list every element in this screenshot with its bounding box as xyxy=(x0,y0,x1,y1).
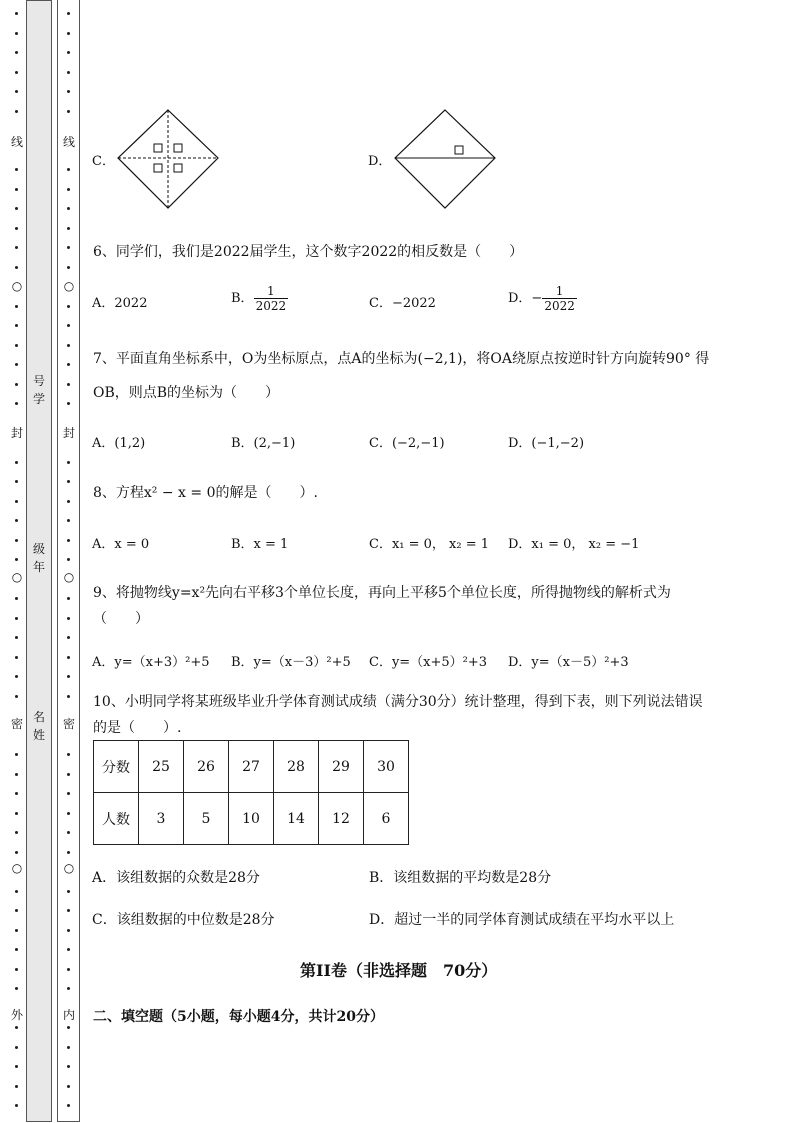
binding-dot xyxy=(15,305,18,308)
binding-dot xyxy=(67,675,70,678)
table-cell: 30 xyxy=(364,741,409,793)
binding-dot xyxy=(67,480,70,483)
q8-option-d: D．x₁ = 0， x₂ = −1 xyxy=(508,537,640,552)
outer-mark-circle: ○ xyxy=(11,570,23,584)
binding-dot xyxy=(67,890,70,893)
binding-dot xyxy=(15,539,18,542)
inner-mark-xian: 线 xyxy=(62,135,75,149)
inner-mark-circle: ○ xyxy=(63,861,75,875)
binding-dot xyxy=(15,1085,18,1088)
outer-mark-circle: ○ xyxy=(11,861,23,875)
table-row xyxy=(94,793,409,845)
binding-dot xyxy=(67,792,70,795)
q6-option-c: C．−2022 xyxy=(369,296,436,311)
binding-dot xyxy=(15,500,18,503)
binding-dot xyxy=(15,71,18,74)
binding-dot xyxy=(15,656,18,659)
binding-dot xyxy=(15,51,18,54)
binding-dot xyxy=(67,188,70,191)
q8-option-c: C．x₁ = 0， x₂ = 1 xyxy=(369,537,490,552)
q9-option-d: D．y=（x－5）²+3 xyxy=(508,655,629,670)
binding-dot xyxy=(67,831,70,834)
binding-dot xyxy=(15,1065,18,1068)
binding-dot xyxy=(67,519,70,522)
binding-dot xyxy=(67,987,70,990)
binding-dot xyxy=(15,110,18,113)
binding-dot xyxy=(15,890,18,893)
binding-dot xyxy=(67,363,70,366)
binding-dot xyxy=(67,968,70,971)
inner-mark-mi: 密 xyxy=(62,717,75,731)
binding-dot xyxy=(15,90,18,93)
field-student-number: 号学 xyxy=(32,374,45,406)
fraction xyxy=(254,284,289,313)
question-9-line-2: （ ） xyxy=(93,611,149,627)
binding-dot xyxy=(67,500,70,503)
fraction-numerator: 1 xyxy=(254,284,289,299)
binding-dot xyxy=(15,188,18,191)
binding-dot xyxy=(15,402,18,405)
binding-dot xyxy=(15,207,18,210)
binding-dot xyxy=(15,1046,18,1049)
table-cell: 3 xyxy=(139,793,184,845)
binding-dot xyxy=(15,968,18,971)
binding-dot xyxy=(15,812,18,815)
question-7-line-2: OB，则点B的坐标为（ ） xyxy=(93,385,280,401)
binding-dot xyxy=(67,1026,70,1029)
binding-dot xyxy=(15,227,18,230)
fraction-denominator: 2022 xyxy=(544,299,575,313)
binding-dot xyxy=(67,32,70,35)
diagram-c xyxy=(116,108,220,212)
binding-dot xyxy=(67,110,70,113)
q10-option-c: C．该组数据的中位数是28分 xyxy=(92,912,275,928)
table-cell: 10 xyxy=(229,793,274,845)
outer-mark-xian: 线 xyxy=(10,135,23,149)
binding-dot xyxy=(67,597,70,600)
binding-dot xyxy=(67,51,70,54)
fraction-denominator: 2022 xyxy=(255,299,287,313)
outer-mark-feng: 封 xyxy=(10,426,23,440)
question-10-line-2: 的是（ ）. xyxy=(93,720,182,736)
q6-option-a: A．2022 xyxy=(92,296,148,311)
binding-dot xyxy=(15,792,18,795)
binding-dot xyxy=(15,1104,18,1107)
q6-option-b-label: B． xyxy=(231,291,254,306)
binding-dot xyxy=(67,1046,70,1049)
q6-option-d-label: D．− xyxy=(508,291,543,306)
outer-mark-wai: 外 xyxy=(10,1008,23,1022)
binding-dot xyxy=(15,948,18,951)
binding-dot xyxy=(67,168,70,171)
q6-option-b xyxy=(231,284,288,313)
binding-dot xyxy=(67,246,70,249)
q9-option-b: B．y=（x－3）²+5 xyxy=(231,655,351,670)
binding-dot xyxy=(67,383,70,386)
binding-dot xyxy=(67,753,70,756)
binding-dot xyxy=(67,656,70,659)
binding-dot xyxy=(67,812,70,815)
binding-dot xyxy=(67,539,70,542)
binding-dot xyxy=(67,773,70,776)
q10-option-d: D．超过一半的同学体育测试成绩在平均水平以上 xyxy=(369,912,675,928)
binding-dot xyxy=(15,1026,18,1029)
diagram-d xyxy=(393,108,497,212)
binding-dot xyxy=(15,383,18,386)
q9-option-a: A．y=（x+3）²+5 xyxy=(92,655,210,670)
table-cell: 12 xyxy=(319,793,364,845)
inner-mark-feng: 封 xyxy=(62,426,75,440)
table-cell: 29 xyxy=(319,741,364,793)
binding-dot xyxy=(15,480,18,483)
score-table xyxy=(93,740,409,845)
binding-dot xyxy=(15,519,18,522)
section-2-title: 第II卷（非选择题 70分） xyxy=(300,961,498,980)
table-header-score: 分数 xyxy=(94,741,139,793)
fraction xyxy=(542,284,577,313)
binding-dot xyxy=(67,558,70,561)
q7-option-c: C．(−2,−1) xyxy=(369,436,445,451)
table-cell: 14 xyxy=(274,793,319,845)
field-grade: 级年 xyxy=(32,542,45,574)
binding-dot xyxy=(15,695,18,698)
binding-dot xyxy=(15,987,18,990)
binding-dot xyxy=(15,597,18,600)
binding-dot xyxy=(67,1065,70,1068)
q8-option-a: A．x = 0 xyxy=(92,537,150,552)
question-6-stem: 6、同学们，我们是2022届学生，这个数字2022的相反数是（ ） xyxy=(93,244,524,260)
table-cell: 6 xyxy=(364,793,409,845)
binding-dot xyxy=(15,851,18,854)
table-header-count: 人数 xyxy=(94,793,139,845)
binding-dot xyxy=(15,929,18,932)
binding-dot xyxy=(67,461,70,464)
outer-mark-circle: ○ xyxy=(11,279,23,293)
binding-dot xyxy=(67,344,70,347)
binding-dot xyxy=(15,363,18,366)
binding-dot xyxy=(15,675,18,678)
binding-dot xyxy=(15,636,18,639)
q10-option-b: B．该组数据的平均数是28分 xyxy=(369,870,552,886)
q8-option-b: B．x = 1 xyxy=(231,537,289,552)
binding-dot xyxy=(67,402,70,405)
binding-dot xyxy=(15,461,18,464)
binding-dot xyxy=(15,558,18,561)
option-c-label: C． xyxy=(92,154,115,169)
q9-option-c: C．y=（x+5）²+3 xyxy=(369,655,488,670)
binding-dot xyxy=(67,1085,70,1088)
binding-dot xyxy=(15,344,18,347)
question-8-stem: 8、方程x² − x = 0的解是（ ）. xyxy=(93,485,318,501)
table-cell: 5 xyxy=(184,793,229,845)
q7-option-a: A．(1,2) xyxy=(92,436,146,451)
q10-option-a: A．该组数据的众数是28分 xyxy=(92,870,260,886)
binding-dot xyxy=(67,266,70,269)
inner-mark-nei: 内 xyxy=(62,1008,75,1022)
binding-dot xyxy=(67,851,70,854)
binding-dot xyxy=(67,909,70,912)
binding-dot xyxy=(67,617,70,620)
binding-dot xyxy=(67,636,70,639)
binding-margin xyxy=(0,0,82,1123)
binding-dot xyxy=(15,12,18,15)
table-cell: 26 xyxy=(184,741,229,793)
question-7-line-1: 7、平面直角坐标系中，O为坐标原点，点A的坐标为(−2,1)，将OA绕原点按逆时针方向旋转90° 得 xyxy=(93,351,710,367)
table-cell: 25 xyxy=(139,741,184,793)
binding-dot xyxy=(15,617,18,620)
binding-dot xyxy=(15,168,18,171)
binding-dot xyxy=(15,324,18,327)
binding-dot xyxy=(67,1104,70,1107)
q7-option-d: D．(−1,−2) xyxy=(508,436,585,451)
outer-mark-mi: 密 xyxy=(10,717,23,731)
question-9-line-1: 9、将抛物线y=x²先向右平移3个单位长度，再向上平移5个单位长度，所得抛物线的解析式为 xyxy=(93,585,671,601)
binding-dot xyxy=(67,929,70,932)
binding-dot xyxy=(15,909,18,912)
binding-dot xyxy=(67,12,70,15)
table-cell: 28 xyxy=(274,741,319,793)
question-10-line-1: 10、小明同学将某班级毕业升学体育测试成绩（满分30分）统计整理，得到下表，则下列说法错误 xyxy=(93,694,703,710)
binding-dot xyxy=(67,71,70,74)
q6-option-d xyxy=(508,284,577,313)
binding-dot xyxy=(15,773,18,776)
binding-dot xyxy=(15,266,18,269)
table-row xyxy=(94,741,409,793)
binding-dot xyxy=(15,831,18,834)
binding-dot xyxy=(67,305,70,308)
binding-dot xyxy=(67,227,70,230)
binding-dot xyxy=(67,207,70,210)
field-name: 名姓 xyxy=(32,710,45,742)
fraction-numerator: 1 xyxy=(542,284,577,299)
table-cell: 27 xyxy=(229,741,274,793)
inner-mark-circle: ○ xyxy=(63,570,75,584)
q7-option-b: B．(2,−1) xyxy=(231,436,296,451)
binding-dot xyxy=(67,324,70,327)
inner-mark-circle: ○ xyxy=(63,279,75,293)
binding-dot xyxy=(15,32,18,35)
binding-dot xyxy=(67,90,70,93)
binding-dot xyxy=(67,695,70,698)
binding-dot xyxy=(15,753,18,756)
fill-in-blank-heading: 二、填空题（5小题，每小题4分，共计20分） xyxy=(93,1009,384,1025)
option-d-label: D． xyxy=(368,154,392,169)
binding-dot xyxy=(67,948,70,951)
binding-dot xyxy=(15,246,18,249)
